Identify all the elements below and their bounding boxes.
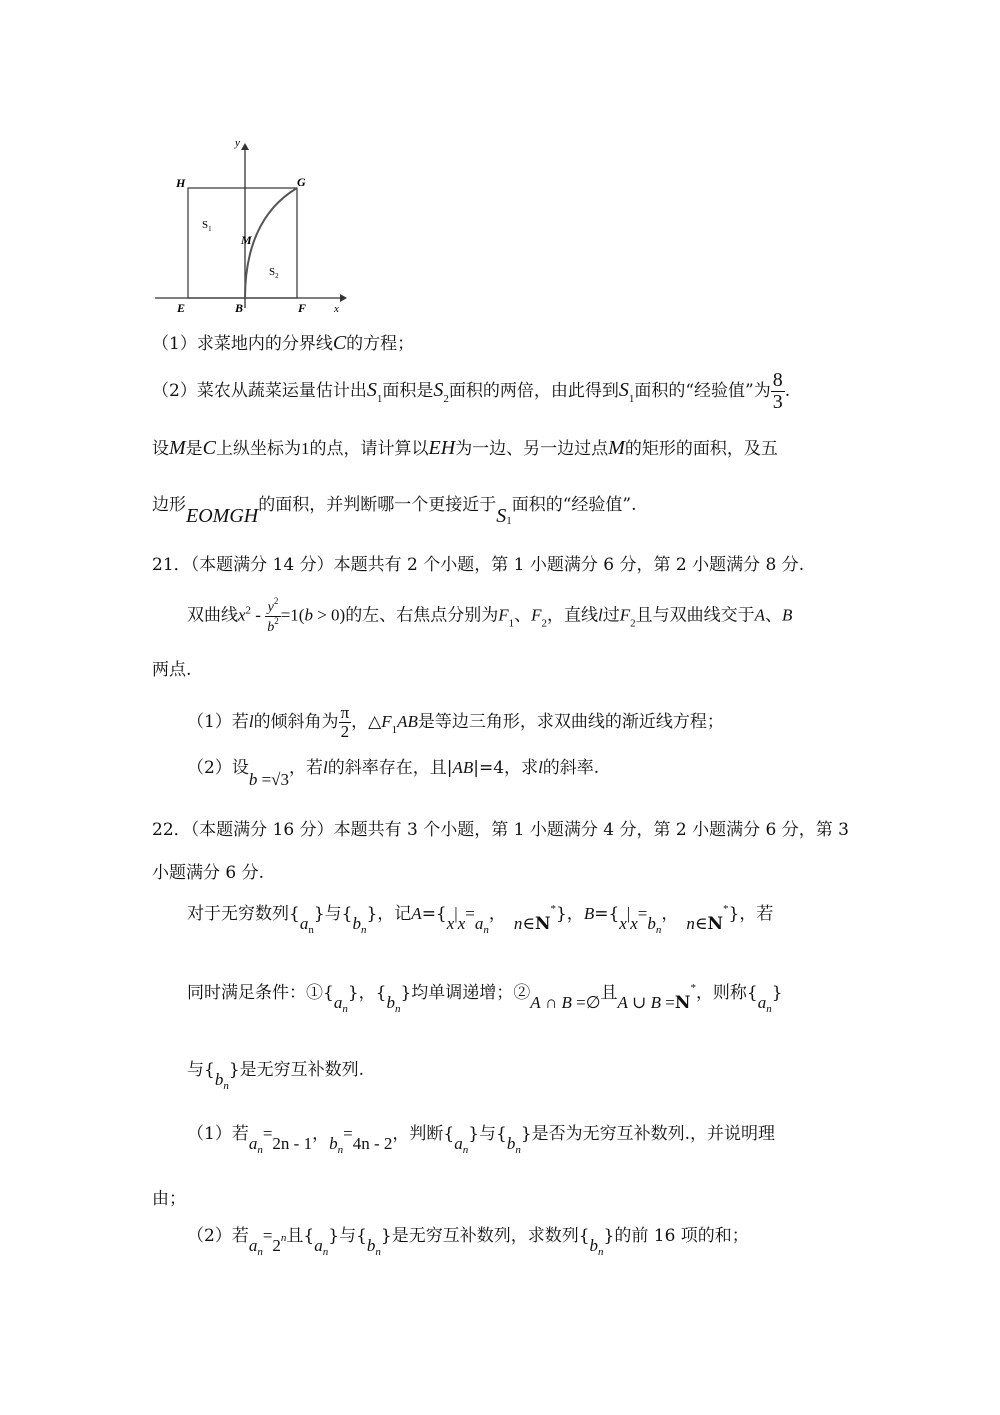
q22-definition-line1 (187, 903, 773, 937)
text: }与{ (328, 1226, 367, 1246)
subscript: n (598, 1246, 604, 1258)
var-l: l (598, 605, 603, 625)
var-a: a (454, 1134, 463, 1153)
q22-header: 22．（本题满分 16 分）本题共有 3 个小题，第 1 小题满分 4 分，第 2 小题满分 6 分，第 3 (152, 820, 849, 840)
denominator (265, 617, 281, 636)
var-eh: EH (428, 437, 456, 459)
text: 面积是 (382, 381, 434, 401)
label-s1: $S_1$ (202, 219, 212, 233)
subscript: n (257, 1246, 263, 1258)
set-n: N (534, 914, 551, 934)
text: 双曲线 (187, 605, 238, 626)
text: |=4，求 (473, 758, 539, 778)
var-x: x (619, 914, 627, 933)
var-set-b: B (583, 904, 595, 923)
superscript: * (690, 982, 696, 994)
operator: - (251, 605, 266, 625)
text: }与{ (313, 904, 353, 924)
text: }，记 (366, 904, 412, 924)
subscript: n (375, 1246, 381, 1258)
label-e: E (177, 301, 186, 315)
var-m: M (169, 437, 186, 459)
q22-definition-line2 (187, 982, 783, 1016)
text: （2）菜农从蔬菜运量估计出 (152, 381, 367, 401)
sqrt-three: √3 (271, 770, 290, 789)
subscript: n (342, 1003, 348, 1015)
subscript: 1 (376, 393, 383, 405)
bar: | (454, 904, 458, 923)
var-c: C (332, 332, 347, 354)
q21-intro-line2: 两点. (152, 660, 192, 680)
element-of: ∈ (694, 914, 708, 933)
text: }的前 16 项的和； (603, 1226, 749, 1246)
text: （1）若 (187, 1124, 249, 1144)
var-a: a (299, 914, 309, 933)
text: }， (555, 904, 584, 924)
var-s: S (366, 379, 377, 401)
superscript: * (723, 903, 729, 915)
q22-header-line2: 小题满分 6 分. (152, 863, 265, 883)
q20-part2-line3 (152, 495, 637, 528)
text: 过 (602, 605, 620, 626)
var-s: S (496, 505, 507, 527)
boundary-curve-c (245, 188, 297, 298)
text: 、 (765, 605, 783, 626)
equation-part: > 0) (312, 605, 346, 625)
var-a: a (474, 914, 484, 933)
superscript: 2 (245, 604, 252, 617)
var-l: l (248, 711, 254, 731)
equals: = (661, 993, 675, 1012)
equals: = (262, 1226, 273, 1245)
text: 的左、右焦点分别为 (345, 605, 499, 626)
var-b: b (647, 914, 656, 933)
q21-part2 (187, 758, 599, 790)
equals: = (637, 904, 648, 923)
text: 且 (600, 983, 618, 1003)
text: ={ (421, 904, 447, 924)
text: （1）若 (187, 711, 249, 732)
y-axis-arrow (241, 143, 249, 150)
text: }与{ (468, 1124, 507, 1144)
text: }，若 (728, 904, 774, 924)
expression-4n-2: 4n - 2 (352, 1134, 393, 1153)
text: 面积的“经验值”. (511, 495, 637, 515)
var-b-point: B (782, 605, 793, 625)
denominator: 3 (772, 391, 783, 413)
var-a: a (248, 1236, 258, 1255)
number: 1 (301, 439, 310, 458)
numerator (265, 597, 281, 617)
subscript: n (308, 924, 314, 936)
var-f1: F (381, 711, 392, 731)
var-b: b (248, 770, 258, 789)
var-b: b (329, 1134, 338, 1153)
q22-part1-line2: 由； (152, 1189, 186, 1209)
var-b: b (506, 1134, 516, 1153)
label-g: G (297, 175, 306, 189)
var-b: b (214, 1070, 224, 1089)
text: ，判断{ (392, 1124, 455, 1144)
subscript: n (360, 924, 367, 936)
text: ， (351, 711, 369, 732)
text: 、 (514, 605, 532, 626)
var-x: x (446, 914, 455, 933)
var-f1: F (498, 605, 509, 625)
superscript: 2 (273, 596, 279, 606)
q22-definition-line3 (187, 1060, 364, 1093)
fraction-pi-2 (339, 704, 352, 741)
text: 与{ (187, 1060, 215, 1080)
var-s: S (433, 379, 444, 401)
text: （2）设 (187, 758, 249, 778)
var-c: C (202, 437, 217, 459)
var-n: n (513, 914, 523, 933)
text: 是等边三角形，求双曲线的渐近线方程； (417, 711, 724, 732)
union: ∪ (627, 993, 651, 1012)
superscript: * (550, 903, 556, 915)
var-b: b (366, 1236, 376, 1255)
subscript: n (483, 924, 489, 936)
equals: = (262, 1124, 273, 1143)
var-m: M (608, 437, 625, 459)
x-axis-arrow (340, 294, 347, 302)
coordinate-figure (150, 130, 350, 320)
denominator: 2 (340, 721, 350, 741)
text: 设 (152, 439, 169, 459)
text: （1）求菜地内的分界线 (152, 334, 333, 354)
label-h: H (176, 176, 186, 190)
equation-union (618, 993, 691, 1013)
subscript: 1 (391, 723, 398, 736)
q20-part2-line2 (152, 436, 778, 460)
text: 是 (185, 439, 203, 459)
text: 同时满足条件：①{ (187, 983, 334, 1003)
fraction-8-3 (771, 370, 785, 413)
label-m: M (241, 233, 252, 247)
q22-part1 (187, 1124, 775, 1157)
superscript: 2 (274, 615, 279, 626)
triangle-symbol: △ (368, 711, 382, 731)
text: 且{ (286, 1226, 315, 1246)
number-2: 2 (272, 1236, 281, 1255)
q21-part1 (187, 704, 724, 741)
subscript: n (394, 1003, 401, 1015)
subscript: 1 (506, 515, 512, 527)
numerator: 8 (772, 369, 783, 391)
text: }，{ (347, 983, 387, 1003)
var-x: x (630, 914, 638, 933)
var-a: a (314, 1236, 323, 1255)
text: ，则称{ (695, 983, 758, 1003)
q21-header: 21．（本题满分 14 分）本题共有 2 个小题，第 1 小题满分 6 分，第 2 小题满分 8 分. (152, 555, 805, 575)
exponent-n: n (280, 1232, 287, 1244)
var-a: A (754, 605, 766, 625)
var-s: S (618, 379, 629, 401)
subscript: n (515, 1144, 521, 1156)
label-y: y (235, 137, 240, 149)
subscript: n (322, 1246, 329, 1258)
var-b: b (589, 1236, 599, 1255)
var-b: b (352, 914, 361, 933)
text: ={ (594, 904, 620, 924)
var-l: l (323, 758, 328, 777)
label-f: F (298, 301, 307, 315)
intersection: ∩ (540, 993, 562, 1012)
expression-2n-1: 2n - 1 (272, 1134, 313, 1153)
subscript: n (257, 1144, 263, 1156)
q20-part1 (152, 331, 414, 355)
equation-b-sqrt3 (249, 770, 289, 790)
var-set-a: A (411, 904, 422, 923)
text: 的矩形的面积，及五 (624, 439, 778, 459)
text: 边形 (152, 495, 186, 515)
var-ab: AB (397, 711, 418, 731)
operator: = (257, 770, 272, 789)
var-a: a (757, 993, 767, 1012)
subscript: n (462, 1144, 469, 1156)
equals: = (343, 1124, 353, 1143)
numerator: π (340, 703, 350, 722)
text: . (784, 381, 791, 401)
text: } (771, 983, 783, 1003)
subscript: n (223, 1080, 229, 1092)
text: 的斜率存在，且| (327, 758, 453, 778)
text: }均单调递增；② (400, 983, 531, 1003)
text: ，若 (289, 758, 324, 778)
var-ab: AB (452, 758, 474, 777)
text: 上纵坐标为 (216, 439, 302, 459)
q22-part2 (187, 1226, 749, 1259)
var-x: x (457, 914, 466, 933)
text: ， (312, 1124, 330, 1144)
text: 对于无穷数列{ (187, 904, 300, 924)
equation-part: =1( (280, 605, 305, 625)
var-l: l (538, 758, 543, 777)
subscript: n (766, 1003, 772, 1015)
label-s2: $S_2$ (269, 266, 279, 280)
text: 的斜率. (542, 758, 600, 778)
q20-part2 (152, 370, 790, 413)
text: 面积的两倍，由此得到 (448, 381, 619, 401)
text: 为一边、另一边过点 (455, 439, 609, 459)
text: （2）若 (187, 1226, 249, 1246)
var-set-a: A (530, 993, 541, 1012)
var-y: y (267, 600, 274, 615)
var-n: n (686, 914, 695, 933)
subscript: 2 (541, 617, 547, 630)
text: }是否为无穷互补数列.，并说明理 (520, 1124, 776, 1144)
var-set-b: B (561, 993, 572, 1012)
subscript: 1 (628, 393, 635, 405)
text: 的倾斜角为 (253, 711, 339, 732)
fraction-y2-b2 (265, 597, 281, 635)
bar: | (626, 904, 631, 923)
text: 的点，请计算以 (309, 439, 429, 459)
var-a: a (333, 993, 343, 1012)
text: 的方程； (346, 334, 415, 354)
empty-set: =∅ (571, 993, 601, 1012)
label-b: B (235, 301, 244, 315)
var-f2: F (531, 605, 542, 625)
text: ， (488, 904, 506, 924)
text: ，直线 (547, 605, 598, 626)
text: 且与双曲线交于 (635, 605, 755, 626)
set-n: N (674, 993, 691, 1013)
label-x: x (334, 303, 339, 315)
var-set-a: A (617, 993, 628, 1012)
subscript: 2 (443, 393, 449, 405)
var-eomgh: EOMGH (186, 505, 259, 527)
var-f2: F (619, 605, 631, 625)
subscript: n (655, 924, 662, 936)
set-n: N (707, 914, 723, 934)
subscript: 1 (508, 617, 515, 630)
subscript: 2 (630, 617, 636, 630)
var-b: b (386, 993, 395, 1012)
text: }是无穷互补数列. (228, 1060, 365, 1080)
text: ， (661, 904, 679, 924)
q21-intro (187, 597, 792, 635)
text: }是无穷互补数列，求数列{ (380, 1226, 590, 1246)
var-b: b (304, 605, 313, 625)
var-a: a (248, 1134, 258, 1153)
subscript: n (337, 1144, 344, 1156)
var-x: x (238, 605, 246, 625)
text: 面积的“经验值”为 (634, 381, 771, 401)
equals: = (465, 904, 475, 923)
text: 的面积，并判断哪一个更接近于 (258, 495, 497, 515)
element-of: ∈ (522, 914, 535, 933)
var-set-b: B (650, 993, 662, 1012)
var-b: b (267, 619, 275, 635)
equation-intersection (530, 993, 600, 1013)
